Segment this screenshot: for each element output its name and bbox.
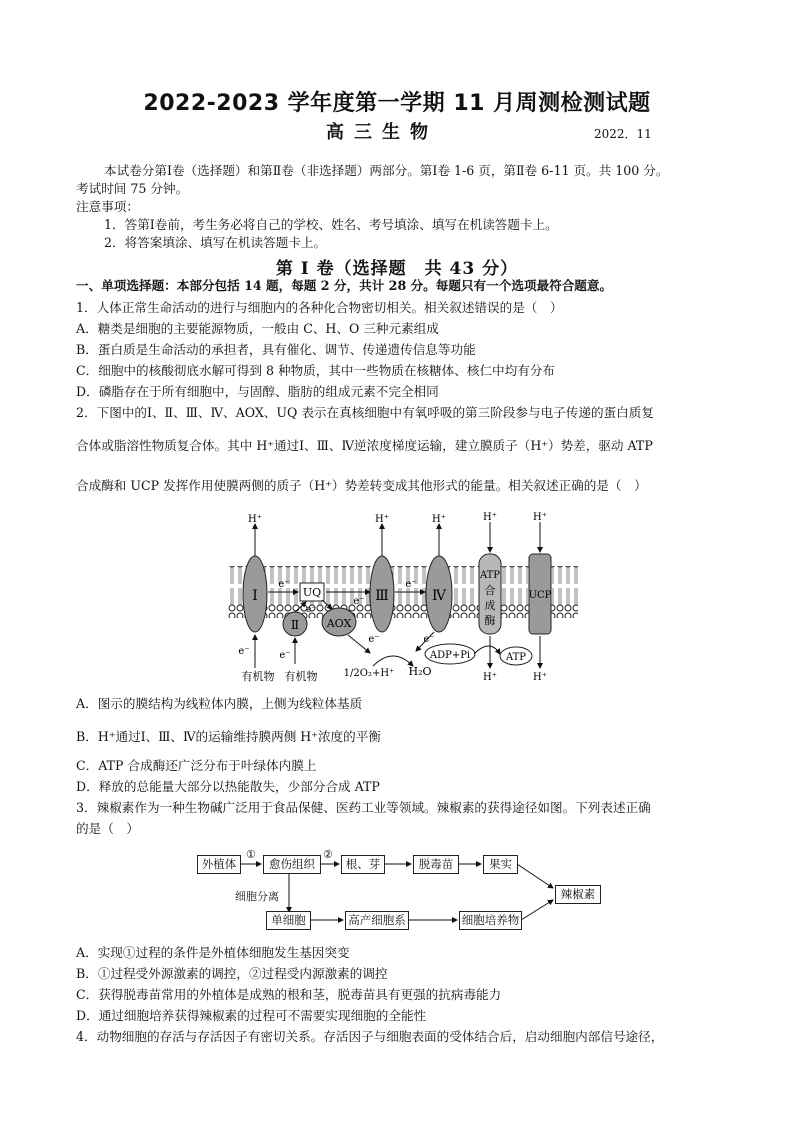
flow-callus: 愈伤组织 xyxy=(263,855,321,874)
ucp-label: UCP xyxy=(528,590,552,601)
h-plus-label: H⁺ xyxy=(533,672,547,683)
q3-option-d: D．通过细胞培养获得辣椒素的过程可不需要实现细胞的全能性 xyxy=(76,1008,427,1023)
complex-iv-label: Ⅳ xyxy=(432,588,446,604)
q3-option-a: A．实现①过程的条件是外植体细胞发生基因突变 xyxy=(76,945,350,960)
e-minus-label: e⁻ xyxy=(238,646,250,657)
q1-stem: 1．人体正常生命活动的进行与细胞内的各种化合物密切相关。相关叙述错误的是（ ） xyxy=(76,300,563,315)
q2-option-b: B．H⁺通过Ⅰ、Ⅲ、Ⅳ的运输维持膜两侧 H⁺浓度的平衡 xyxy=(76,729,381,744)
oxygen-label: 1/2O₂+H⁺ xyxy=(343,668,395,679)
flow-separation-label: 细胞分离 xyxy=(235,890,279,903)
uq-label: UQ xyxy=(302,586,322,599)
flow-step-2-marker: ② xyxy=(323,848,333,861)
q1-option-c: C．细胞中的核酸彻底水解可得到 8 种物质，其中一些物质在核糖体、核仁中均有分布 xyxy=(76,363,556,378)
adp-label: ADP+Pi xyxy=(429,650,471,661)
complex-ii-label: Ⅱ xyxy=(290,618,300,632)
e-minus-label: e⁻ xyxy=(305,605,317,615)
atp-synthase-label-1: ATP xyxy=(479,570,501,581)
h-plus-label: H⁺ xyxy=(483,512,497,523)
q3-option-c: C．获得脱毒苗常用的外植体是成熟的根和茎，脱毒苗具有更强的抗病毒能力 xyxy=(76,987,502,1002)
flow-explant: 外植体 xyxy=(197,855,241,874)
section-title: 第 Ⅰ 卷（选择题 共 43 分） xyxy=(275,259,519,279)
h-plus-label: H⁺ xyxy=(483,672,497,683)
flow-root-bud: 根、芽 xyxy=(341,855,385,874)
flow-virus-free: 脱毒苗 xyxy=(413,855,459,874)
atp-synthase-label-2: 合 xyxy=(484,584,496,597)
organic-label-1: 有机物 xyxy=(241,670,275,683)
e-minus-label: e⁻ xyxy=(353,596,365,607)
notice-1: 1．答第Ⅰ卷前，考生务必将自己的学校、姓名、考号填涂、填写在机读答题卡上。 xyxy=(104,217,558,232)
organic-label-2: 有机物 xyxy=(284,670,318,683)
q2-option-d: D．释放的总能量大部分以热能散失，少部分合成 ATP xyxy=(76,779,380,794)
intro-line2: 考试时间 75 分钟。 xyxy=(76,181,189,196)
flow-single-cell: 单细胞 xyxy=(266,911,311,930)
page-title: 2022-2023 学年度第一学期 11 月周测检测试题 xyxy=(143,91,651,116)
q2-option-c: C．ATP 合成酶还广泛分布于叶绿体内膜上 xyxy=(76,758,317,773)
q1-option-b: B．蛋白质是生命活动的承担者，具有催化、调节、传递遗传信息等功能 xyxy=(76,342,476,357)
flow-high-yield-line: 高产细胞系 xyxy=(345,911,409,930)
e-minus-label: e⁻ xyxy=(368,634,380,645)
electron-transport-figure xyxy=(228,508,578,686)
atp-synthase-label-4: 酶 xyxy=(484,614,496,627)
exam-date: 2022．11 xyxy=(594,127,652,141)
e-minus-label: e⁻ xyxy=(405,579,417,590)
h-plus-label: H⁺ xyxy=(533,512,547,523)
page-subtitle: 高三生物 xyxy=(326,122,438,143)
h-plus-label: H⁺ xyxy=(432,514,446,525)
notice-2: 2．将答案填涂、填写在机读答题卡上。 xyxy=(104,235,327,250)
section-instruction: 一、单项选择题：本部分包括 14 题，每题 2 分，共计 28 分。每题只有一个选项最符合题意。 xyxy=(76,278,613,293)
flow-cell-culture: 细胞培养物 xyxy=(459,911,522,930)
q3-option-b: B．①过程受外源激素的调控，②过程受内源激素的调控 xyxy=(76,966,388,981)
q1-option-d: D．磷脂存在于所有细胞中，与固醇、脂肪的组成元素不完全相同 xyxy=(76,384,439,399)
capsaicin-flowchart xyxy=(195,848,605,938)
q2-stem-1: 2．下图中的Ⅰ、Ⅱ、Ⅲ、Ⅳ、AOX、UQ 表示在真核细胞中有氧呼吸的第三阶段参与电子传递的蛋白质复 xyxy=(76,405,654,420)
complex-i-label: Ⅰ xyxy=(252,588,258,604)
notice-title: 注意事项： xyxy=(76,199,139,214)
q2-stem-2: 合体或脂溶性物质复合体。其中 H⁺通过Ⅰ、Ⅲ、Ⅳ逆浓度梯度运输，建立膜质子（H⁺）势差，驱动 ATP xyxy=(76,438,653,453)
h-plus-label: H⁺ xyxy=(248,514,262,525)
h-plus-label: H⁺ xyxy=(375,514,389,525)
e-minus-label: e⁻ xyxy=(423,634,435,645)
q3-stem-1: 3．辣椒素作为一种生物碱广泛用于食品保健、医药工业等领域。辣椒素的获得途径如图。下列表述正确 xyxy=(76,800,651,815)
q2-stem-3: 合成酶和 UCP 发挥作用使膜两侧的质子（H⁺）势差转变成其他形式的能量。相关叙述正确的是（ ） xyxy=(76,478,647,493)
aox-label: AOX xyxy=(326,617,352,630)
water-label: H₂O xyxy=(408,665,432,678)
flow-capsaicin: 辣椒素 xyxy=(555,885,601,904)
atp-synthase-label-3: 成 xyxy=(484,599,496,612)
atp-label: ATP xyxy=(505,652,527,663)
q2-option-a: A．图示的膜结构为线粒体内膜，上侧为线粒体基质 xyxy=(76,696,363,711)
intro-line1: 本试卷分第Ⅰ卷（选择题）和第Ⅱ卷（非选择题）两部分。第Ⅰ卷 1-6 页，第Ⅱ卷 6-11 页。共 100 分。 xyxy=(104,163,669,178)
q4-stem: 4．动物细胞的存活与存活因子有密切关系。存活因子与细胞表面的受体结合后，启动细胞内部信号途径， xyxy=(76,1029,664,1044)
flow-step-1-marker: ① xyxy=(246,848,256,861)
q3-stem-2: 的是（ ） xyxy=(76,821,139,836)
e-minus-label: e⁻ xyxy=(278,579,290,590)
flow-fruit: 果实 xyxy=(483,855,518,874)
q1-option-a: A．糖类是细胞的主要能源物质，一般由 C、H、O 三种元素组成 xyxy=(76,321,439,336)
complex-iii-label: Ⅲ xyxy=(375,588,389,604)
e-minus-label: e⁻ xyxy=(279,650,291,661)
